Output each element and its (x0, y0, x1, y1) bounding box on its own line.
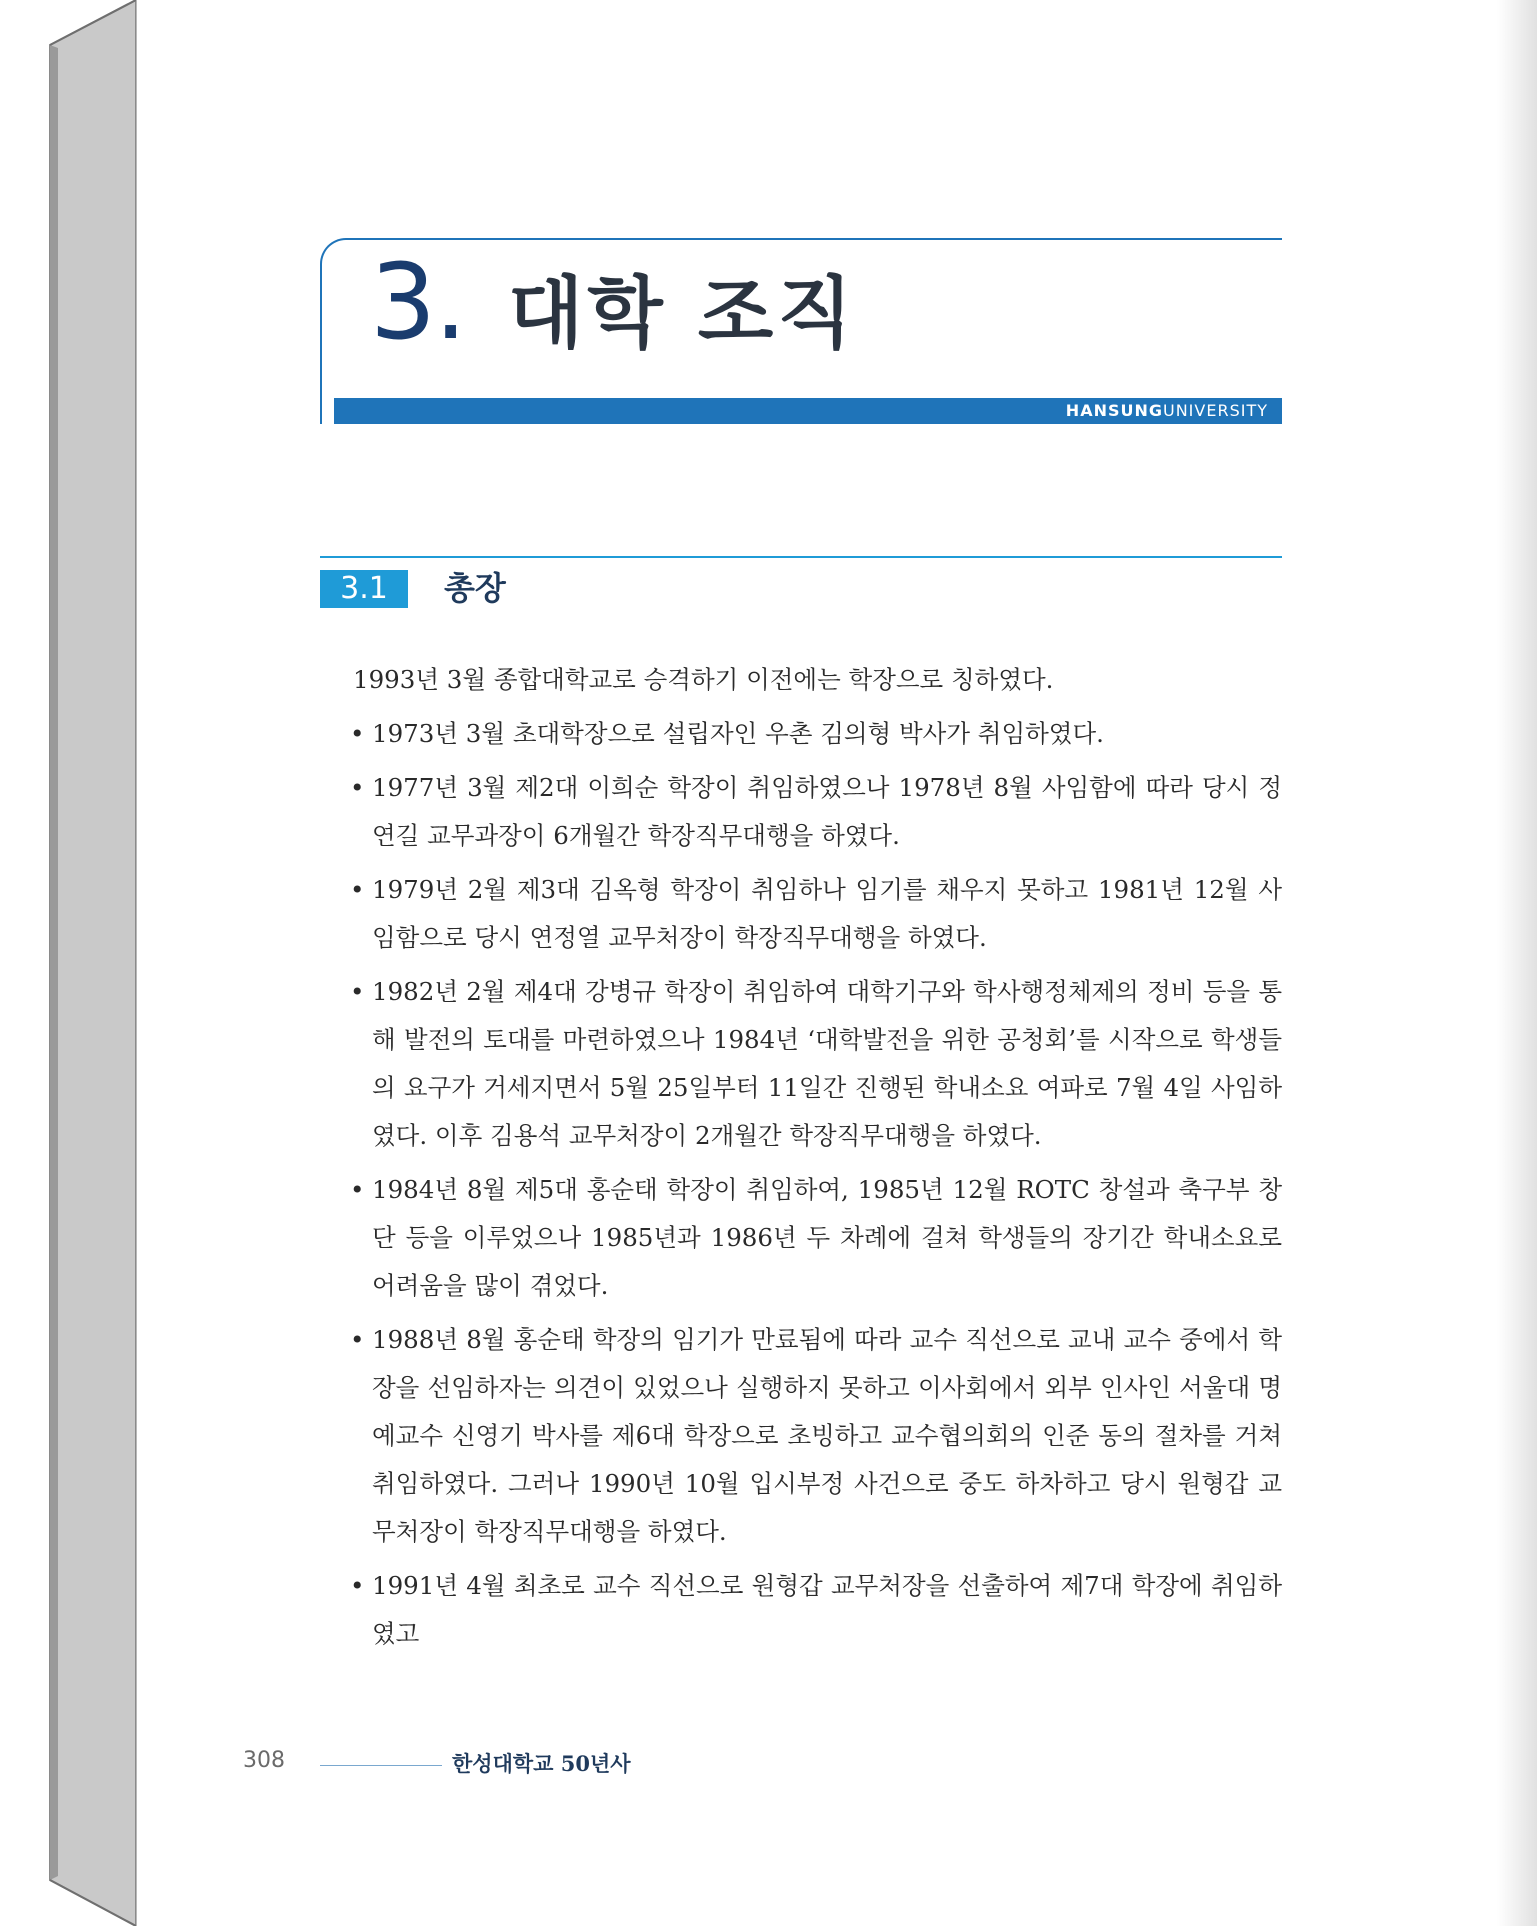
bullet-text: 1991년 4월 최초로 교수 직선으로 원형갑 교무처장을 선출하여 제7대 학장에 취임하였고 (372, 1571, 1282, 1648)
bullet-text: 1988년 8월 홍순태 학장의 임기가 만료됨에 따라 교수 직선으로 교내 교수 중에서 학장을 선임하자는 의견이 있었으나 실행하지 못하고 이사회에서 외부 인사인 서울대 명예교수 신영기 박사를 제6대 학장으로 초빙하고 교수협의회의 인준 동의 절차를 거쳐 취임하였다. 그러나 1990년 10월 입시부정 사건으로 중도 하차하고 당시 원형갑 교무처장이 학장직무대행을 하였다. (372, 1325, 1282, 1546)
bullet-text: 1979년 2월 제3대 김옥형 학장이 취임하나 임기를 채우지 못하고 1981년 12월 사임함으로 당시 연정열 교무처장이 학장직무대행을 하였다. (372, 875, 1282, 952)
bullet-item (350, 764, 1282, 860)
bullet-dot-icon: • (350, 1175, 365, 1204)
book-spine (0, 0, 140, 1926)
bullet-dot-icon: • (350, 773, 365, 802)
chapter-bar (334, 398, 1282, 424)
footer-rule (320, 1765, 442, 1766)
bullet-text: 1973년 3월 초대학장으로 설립자인 우촌 김의형 박사가 취임하였다. (372, 719, 1104, 748)
bullet-text: 1982년 2월 제4대 강병규 학장이 취임하여 대학기구와 학사행정체제의 정비 등을 통해 발전의 토대를 마련하였으나 1984년 ‘대학발전을 위한 공청회’를 시작으로 학생들의 요구가 거세지면서 5월 25일부터 11일간 진행된 학내소요 여파로 7월 4일 사임하였다. 이후 김용석 교무처장이 2개월간 학장직무대행을 하였다. (372, 977, 1282, 1150)
brand-name-bold: HANSUNG (1065, 401, 1163, 420)
bullet-item (350, 1562, 1282, 1658)
bullet-dot-icon: • (350, 875, 365, 904)
chapter-number: 3. (370, 241, 466, 363)
brand-label (1066, 401, 1268, 421)
bullet-item (350, 866, 1282, 962)
page-edge-shade (1497, 0, 1537, 1926)
bullet-dot-icon: • (350, 977, 365, 1006)
bullet-item (350, 1316, 1282, 1556)
running-footer-title: 한성대학교 50년사 (452, 1751, 631, 1776)
section-rule (320, 556, 1282, 558)
bullet-dot-icon: • (350, 719, 365, 748)
chapter-title: 대학 조직 (508, 269, 857, 359)
bullet-text: 1984년 8월 제5대 홍순태 학장이 취임하여, 1985년 12월 ROTC 창설과 축구부 창단 등을 이루었으나 1985년과 1986년 두 차례에 걸쳐 학생들의 장기간 학내소요로 어려움을 많이 겪었다. (372, 1175, 1282, 1300)
bullet-dot-icon: • (350, 1571, 365, 1600)
body-text (350, 656, 1282, 1664)
bullet-dot-icon: • (350, 1325, 365, 1354)
bullet-item (350, 1166, 1282, 1310)
bullet-item (350, 968, 1282, 1160)
page-number: 308 (243, 1748, 285, 1773)
intro-paragraph: 1993년 3월 종합대학교로 승격하기 이전에는 학장으로 칭하였다. (353, 665, 1054, 694)
bullet-text: 1977년 3월 제2대 이희순 학장이 취임하였으나 1978년 8월 사임함에 따라 당시 정연길 교무과장이 6개월간 학장직무대행을 하였다. (372, 773, 1282, 850)
brand-name-light: UNIVERSITY (1163, 401, 1268, 420)
section-title: 총장 (444, 569, 506, 607)
section-number-badge: 3.1 (320, 570, 408, 608)
bullet-item (350, 710, 1282, 758)
